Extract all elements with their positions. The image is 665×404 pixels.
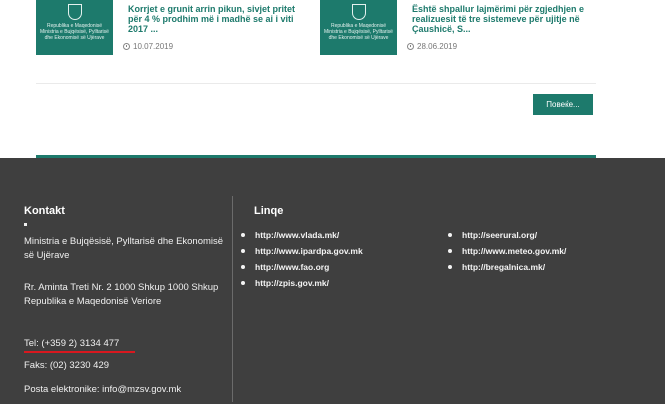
- news-title-link[interactable]: Korrjet e grunit arrin pikun, sivjet pritet për 4 % prodhim më i madhë se ai i viti 2017 ...: [128, 4, 296, 34]
- fax-number: Faks: (02) 3230 429: [24, 360, 110, 371]
- clock-icon: [407, 43, 414, 50]
- more-button[interactable]: Повеќе...: [533, 94, 593, 115]
- news-thumbnail[interactable]: [320, 0, 397, 55]
- news-date: [123, 42, 173, 51]
- links-list-right: [448, 227, 566, 275]
- footer-link[interactable]: http://seerural.org/: [448, 227, 566, 243]
- footer-link[interactable]: http://zpis.gov.mk/: [241, 275, 363, 291]
- thumbnail-caption: Republika e Maqedonisë Ministria e Bujqësisë, Pylltarisë dhe Ekonomisë së Ujërave: [40, 23, 109, 41]
- address: Rr. Aminta Treti Nr. 2 1000 Shkup 1000 Shkup Republika e Maqedonisë Veriore: [24, 282, 219, 307]
- email-link[interactable]: Posta elektronike: info@mzsv.gov.mk: [24, 384, 182, 395]
- phone-number: Tel: (+359 2) 3134 477: [24, 338, 120, 349]
- column-separator: [232, 196, 233, 402]
- footer-link[interactable]: http://www.fao.org: [241, 259, 363, 275]
- thumbnail-caption: Republika e Maqedonisë Ministria e Bujqësisë, Pylltarisë dhe Ekonomisë së Ujërave: [324, 23, 393, 41]
- footer-link[interactable]: http://www.ipardpa.gov.mk: [241, 243, 363, 259]
- clock-icon: [123, 43, 130, 50]
- news-date-text: 10.07.2019: [133, 42, 174, 51]
- news-thumbnail[interactable]: [36, 0, 113, 55]
- footer: [0, 158, 665, 404]
- phone-highlight-underline: [24, 351, 135, 353]
- divider: [36, 83, 596, 84]
- news-date-text: 28.06.2019: [417, 42, 458, 51]
- footer-link[interactable]: http://www.meteo.gov.mk/: [448, 243, 566, 259]
- footer-link[interactable]: http://www.vlada.mk/: [241, 227, 363, 243]
- footer-link[interactable]: http://bregalnica.mk/: [448, 259, 566, 275]
- news-section: [0, 0, 665, 158]
- dash-marker: [24, 223, 27, 226]
- news-title-link[interactable]: Është shpallur lajmërimi për zgjedhjen e realizuesit të tre sistemeve për ujitje në Çaushicë, S...: [412, 4, 585, 34]
- links-list-left: [241, 227, 363, 291]
- coat-of-arms-icon: [68, 4, 82, 20]
- contact-heading: Kontakt: [24, 205, 65, 217]
- links-heading: Linqe: [254, 205, 284, 217]
- coat-of-arms-icon: [352, 4, 366, 20]
- news-date: [407, 42, 457, 51]
- ministry-name: Ministria e Bujqësisë, Pylltarisë dhe Ekonomisë së Ujërave: [24, 236, 224, 261]
